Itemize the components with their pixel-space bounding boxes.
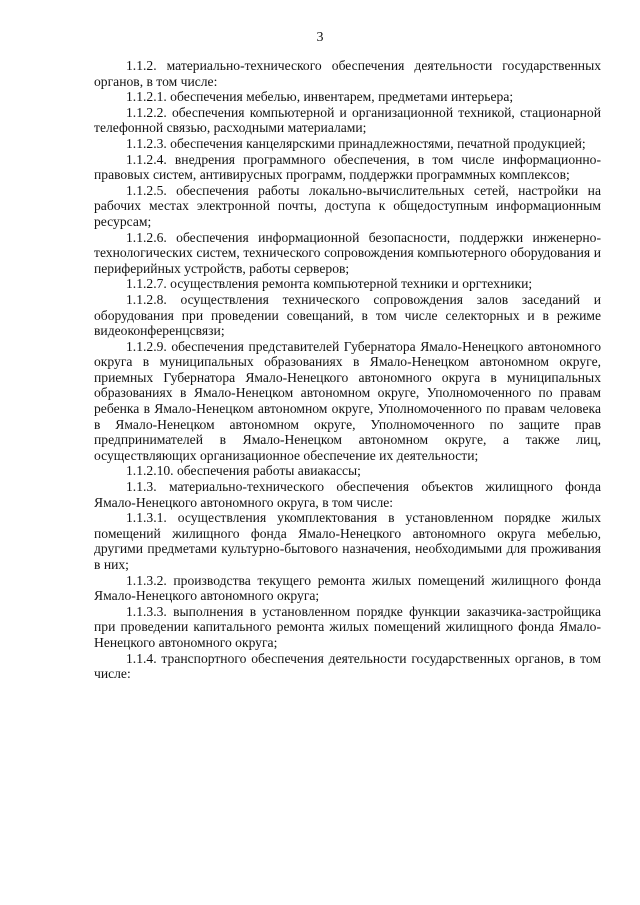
page-number: 3 (316, 30, 324, 45)
paragraph-1-1-2-3: 1.1.2.3. обеспечения канцелярскими принадлежностями, печатной продукцией; (126, 135, 586, 151)
document-body (94, 58, 601, 682)
paragraph-1-1-3-1: 1.1.3.1. осуществления укомплектования в установленном порядке жилых помещений жилищного фонда Ямало-Ненецкого автономного округа мебелью, другими предметами культурно-бытового назначения, необходимыми для проживания в них; (94, 510, 601, 572)
paragraph-1-1-2-2: 1.1.2.2. обеспечения компьютерной и организационной техникой, стационарной телефонной связью, расходными материалами; (94, 104, 601, 136)
paragraph-1-1-2-10: 1.1.2.10. обеспечения работы авиакассы; (126, 463, 361, 479)
paragraph-1-1-2-1: 1.1.2.1. обеспечения мебелью, инвентарем, предметами интерьера; (126, 89, 514, 105)
paragraph-1-1-2-5: 1.1.2.5. обеспечения работы локально-вычислительных сетей, настройки на рабочих местах электронной почты, доступа к общедоступным информационным ресурсам; (94, 182, 601, 229)
paragraph-1-1-2-6: 1.1.2.6. обеспечения информационной безопасности, поддержки инженерно-технологических систем, технического сопровождения компьютерного оборудования и периферийных устройств, работы серверов; (94, 229, 601, 276)
paragraph-1-1-2-7: 1.1.2.7. осуществления ремонта компьютерной техники и оргтехники; (126, 276, 533, 292)
paragraph-1-1-3-2: 1.1.3.2. производства текущего ремонта жилых помещений жилищного фонда Ямало-Ненецкого автономного округа; (94, 572, 601, 604)
paragraph-1-1-3-3: 1.1.3.3. выполнения в установленном порядке функции заказчика-застройщика при проведении капитального ремонта жилых помещений жилищного фонда Ямало-Ненецкого автономного округа; (94, 603, 601, 650)
paragraph-1-1-2-8: 1.1.2.8. осуществления технического сопровождения залов заседаний и оборудования при проведении совещаний, в том числе селекторных и в режиме видеоконференцсвязи; (94, 291, 601, 339)
paragraph-1-1-2: 1.1.2. материально-технического обеспечения деятельности государственных органов, в том числе: (94, 58, 601, 89)
paragraph-1-1-3: 1.1.3. материально-технического обеспечения объектов жилищного фонда Ямало-Ненецкого автономного округа, в том числе: (94, 479, 601, 510)
paragraph-1-1-2-4: 1.1.2.4. внедрения программного обеспечения, в том числе информационно-правовых систем, антивирусных программ, поддержки программных комплексов; (94, 151, 601, 183)
paragraph-1-1-2-9: 1.1.2.9. обеспечения представителей Губернатора Ямало-Ненецкого автономного округа в муниципальных образованиях в Ямало-Ненецком автономном округе, приемных Губернатора Ямало-Ненецкого автономного округа в муниципальных образованиях в Ямало-Ненецком автономном округе, Уполномоченного по правам ребенка в Ямало-Ненецком автономном округе, Уполномоченного по правам человека в Ямало-Ненецком автономном округе, Уполномоченного по защите прав предпринимателей в Ямало-Ненецком автономном округе, а также лиц, осуществляющих организационное обеспечение их деятельности; (94, 338, 601, 463)
paragraph-1-1-4: 1.1.4. транспортного обеспечения деятельности государственных органов, в том числе: (94, 650, 601, 682)
